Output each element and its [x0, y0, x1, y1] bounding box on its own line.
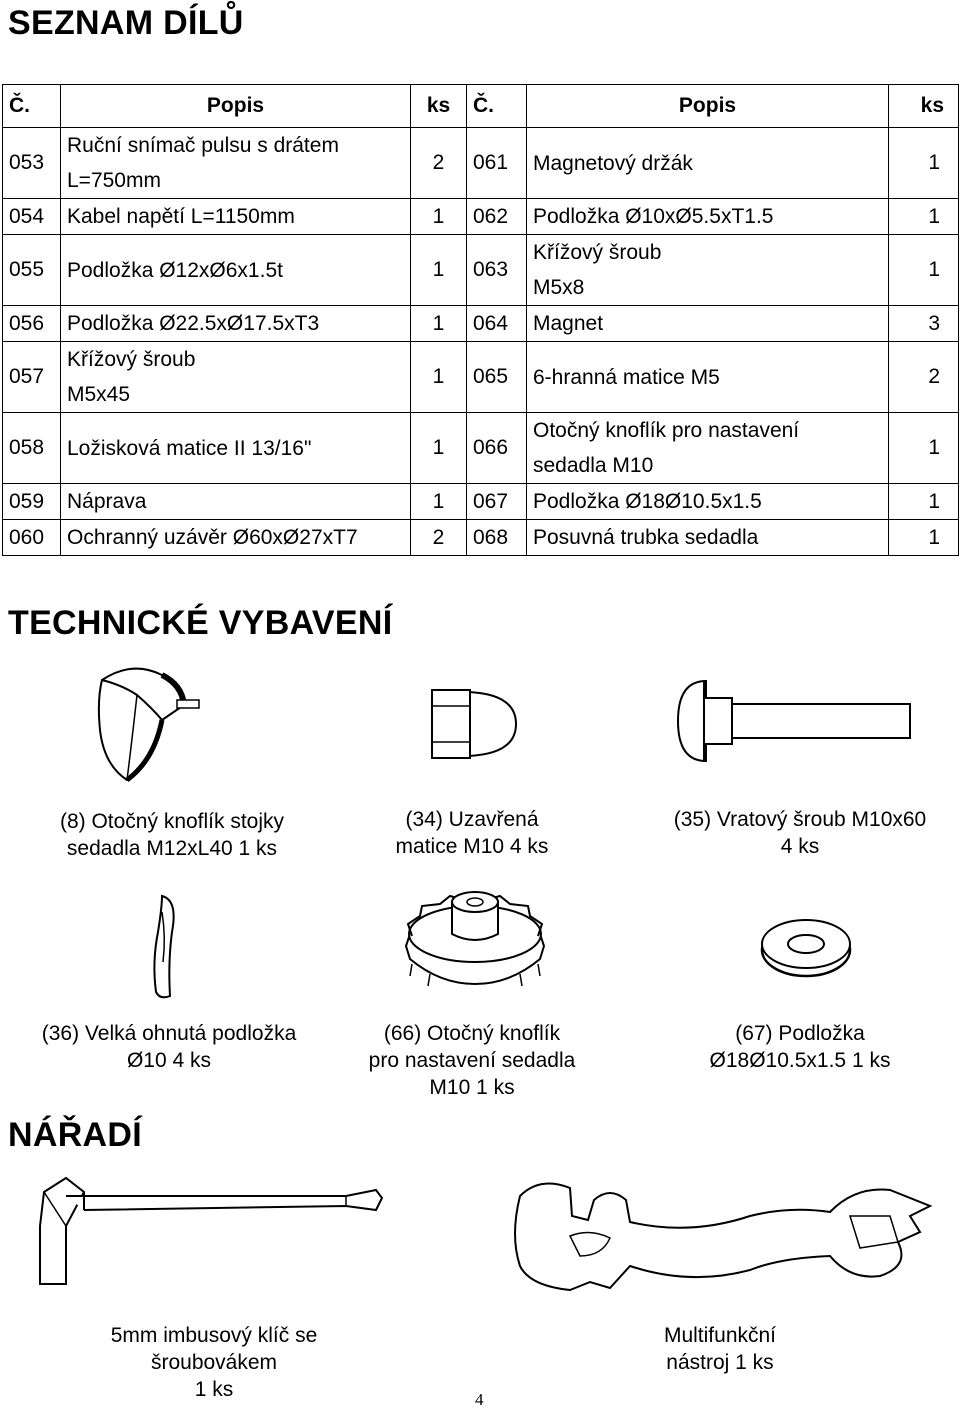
seat-post-knob-icon: [92, 660, 202, 790]
tool-caption: Multifunkční nástroj 1 ks: [663, 1324, 777, 1374]
tool-caption: 5mm imbusový klíč se šroubovákem 1 ks: [110, 1324, 318, 1401]
part-quantity: 1: [411, 413, 467, 484]
part-description-line: Podložka Ø12xØ6x1.5t: [67, 258, 283, 282]
part-description-line: Magnetový držák: [533, 151, 693, 175]
part-description: [527, 128, 889, 199]
tech-item-caption: (34) Uzavřená matice M10 4 ks: [395, 808, 549, 858]
part-description: [61, 128, 411, 199]
header-description: Popis: [61, 85, 411, 128]
part-number: 055: [3, 235, 61, 306]
table-row: [3, 484, 959, 520]
part-number: 057: [3, 342, 61, 413]
header-number: Č.: [467, 85, 527, 128]
tech-item-caption: (8) Otočný knoflík stojky sedadla M12xL40 1 ks: [59, 810, 285, 860]
part-quantity: 1: [889, 128, 959, 199]
part-number: 060: [3, 520, 61, 556]
part-number: 064: [467, 306, 527, 342]
part-description: [61, 520, 411, 556]
curved-washer-icon: [148, 892, 182, 1002]
part-description-line: Otočný knoflík pro nastavení: [533, 419, 800, 442]
part-quantity: 2: [411, 128, 467, 199]
part-description-line: L=750mm: [67, 169, 161, 192]
part-description: [527, 235, 889, 306]
part-quantity: 3: [889, 306, 959, 342]
part-number: 063: [467, 235, 527, 306]
table-row: [3, 199, 959, 235]
tech-item-caption: (35) Vratový šroub M10x60 4 ks: [673, 808, 927, 858]
part-description-line: Kabel napětí L=1150mm: [67, 205, 295, 228]
part-quantity: 1: [411, 342, 467, 413]
part-number: 059: [3, 484, 61, 520]
part-description-line: M5x45: [67, 383, 131, 406]
part-description: [527, 484, 889, 520]
part-description-line: Ruční snímač pulsu s drátem: [67, 134, 339, 157]
part-number: 058: [3, 413, 61, 484]
header-description: Popis: [527, 85, 889, 128]
part-quantity: 1: [889, 484, 959, 520]
tools-title: NÁŘADÍ: [8, 1116, 143, 1154]
part-number: 062: [467, 199, 527, 235]
part-description: [527, 199, 889, 235]
part-quantity: 1: [411, 306, 467, 342]
part-quantity: 1: [889, 413, 959, 484]
part-description: [61, 306, 411, 342]
part-description: [527, 342, 889, 413]
carriage-bolt-icon: [676, 676, 916, 766]
header-number: Č.: [3, 85, 61, 128]
part-description-line: 6-hranná matice M5: [533, 365, 720, 389]
multi-tool-wrench-icon: [510, 1176, 940, 1306]
washer-icon: [758, 916, 854, 980]
part-number: 061: [467, 128, 527, 199]
part-description-line: Podložka Ø18Ø10.5x1.5: [533, 490, 762, 513]
part-description-line: Náprava: [67, 490, 147, 513]
part-description: [527, 520, 889, 556]
cap-nut-icon: [426, 684, 521, 764]
tech-item-caption: (66) Otočný knoflík pro nastavení sedadla M10 1 ks: [368, 1022, 576, 1099]
part-description: [61, 235, 411, 306]
table-row: [3, 342, 959, 413]
part-number: 054: [3, 199, 61, 235]
part-quantity: 1: [889, 520, 959, 556]
part-quantity: 2: [889, 342, 959, 413]
page-number: 4: [475, 1390, 484, 1409]
parts-list-title: SEZNAM DÍLŮ: [8, 4, 244, 42]
part-quantity: 2: [411, 520, 467, 556]
table-row: [3, 413, 959, 484]
tech-item-caption: (36) Velká ohnutá podložka Ø10 4 ks: [41, 1022, 297, 1072]
adjust-knob-icon: [400, 884, 550, 999]
part-description-line: sedadla M10: [533, 454, 654, 477]
allen-key-screwdriver-icon: [36, 1176, 386, 1296]
part-number: 053: [3, 128, 61, 199]
part-description: [61, 484, 411, 520]
table-header-row: [3, 85, 959, 128]
header-quantity: ks: [889, 85, 959, 128]
table-row: [3, 128, 959, 199]
part-description-line: Křížový šroub: [67, 348, 196, 371]
table-row: [3, 306, 959, 342]
table-row: [3, 235, 959, 306]
part-description-line: Podložka Ø22.5xØ17.5xT3: [67, 312, 320, 335]
parts-table: [2, 84, 959, 556]
part-description: [527, 306, 889, 342]
part-description: [61, 199, 411, 235]
part-quantity: 1: [411, 199, 467, 235]
part-description: [61, 413, 411, 484]
part-number: 066: [467, 413, 527, 484]
header-quantity: ks: [411, 85, 467, 128]
part-description-line: Magnet: [533, 312, 604, 335]
part-description: [61, 342, 411, 413]
part-description-line: Křížový šroub: [533, 241, 662, 264]
part-description-line: Ochranný uzávěr Ø60xØ27xT7: [67, 526, 358, 549]
part-description-line: Ložisková matice II 13/16": [67, 436, 312, 460]
tech-item-caption: (67) Podložka Ø18Ø10.5x1.5 1 ks: [709, 1022, 891, 1072]
part-quantity: 1: [411, 235, 467, 306]
part-quantity: 1: [889, 199, 959, 235]
part-quantity: 1: [411, 484, 467, 520]
part-number: 067: [467, 484, 527, 520]
table-row: [3, 520, 959, 556]
part-description-line: Posuvná trubka sedadla: [533, 526, 759, 549]
part-description-line: M5x8: [533, 276, 585, 299]
part-quantity: 1: [889, 235, 959, 306]
part-number: 065: [467, 342, 527, 413]
part-number: 068: [467, 520, 527, 556]
technical-equipment-title: TECHNICKÉ VYBAVENÍ: [8, 604, 393, 642]
part-number: 056: [3, 306, 61, 342]
part-description: [527, 413, 889, 484]
part-description-line: Podložka Ø10xØ5.5xT1.5: [533, 205, 774, 228]
